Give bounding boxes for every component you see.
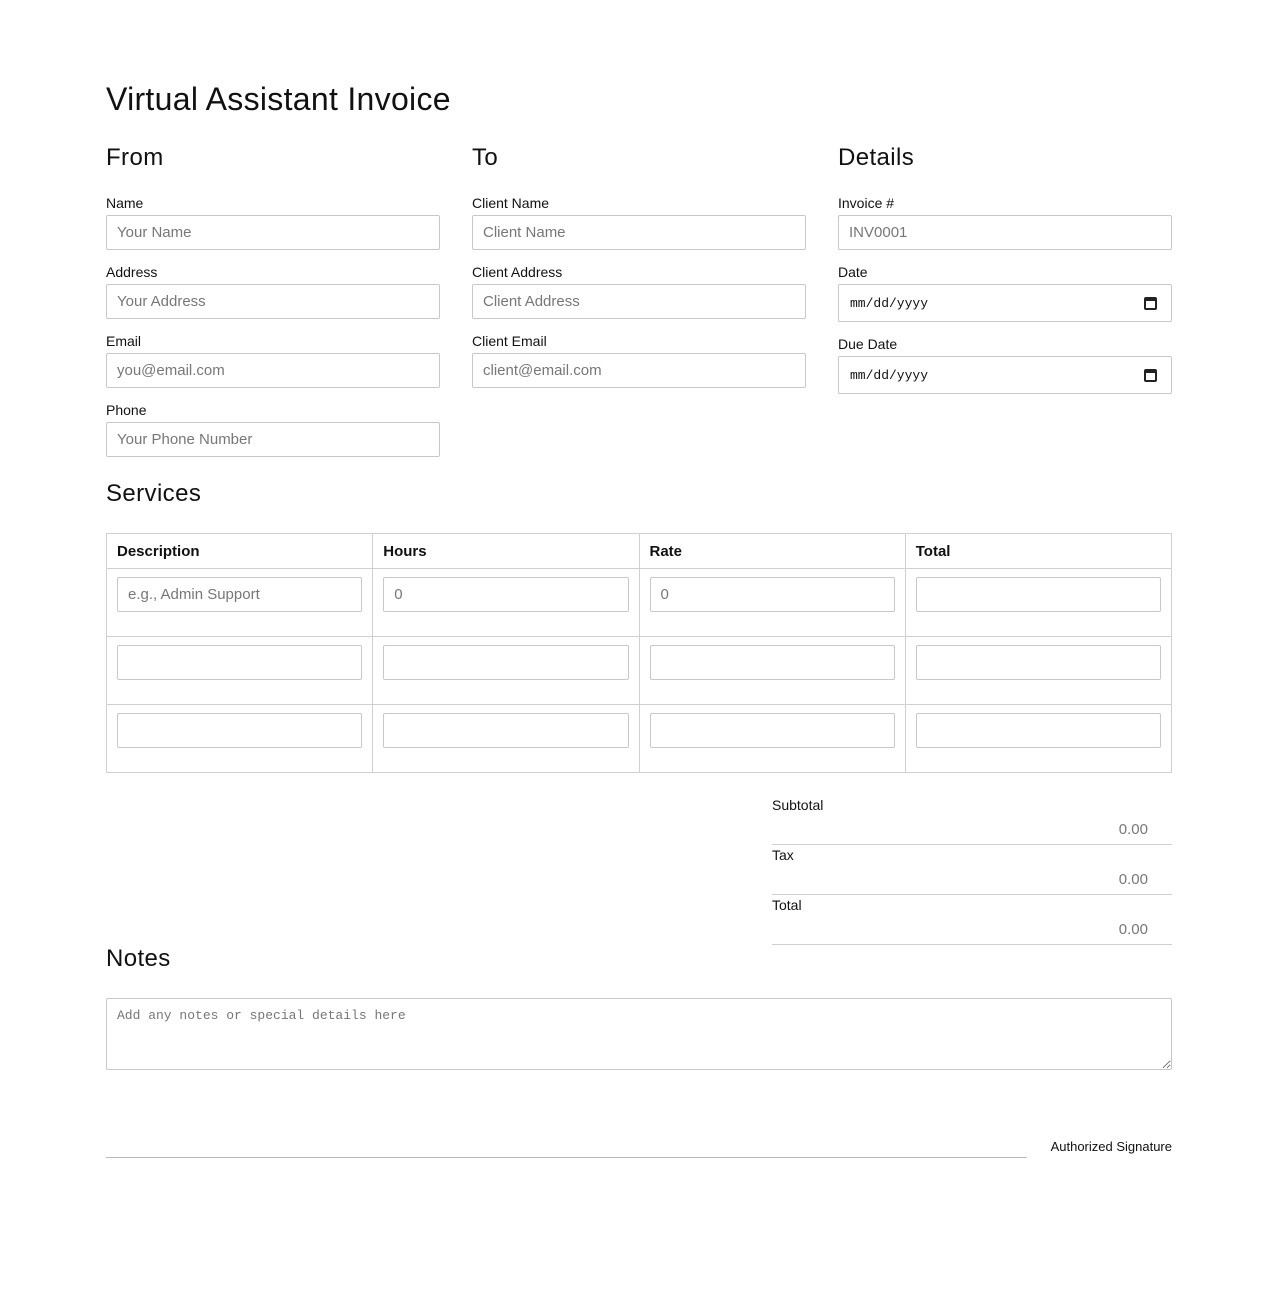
- table-cell: [639, 705, 905, 773]
- from-email-input[interactable]: [106, 353, 440, 388]
- details-heading: Details: [838, 144, 915, 171]
- table-cell: [373, 637, 639, 705]
- description-input[interactable]: [117, 645, 362, 680]
- table-cell: [639, 637, 905, 705]
- table-row: [107, 705, 1172, 773]
- hours-input[interactable]: [383, 645, 628, 680]
- table-cell: [905, 569, 1171, 637]
- table-cell: [107, 637, 373, 705]
- line-total-input[interactable]: [916, 577, 1161, 612]
- notes-textarea[interactable]: [106, 998, 1172, 1070]
- services-heading: Services: [106, 480, 202, 507]
- subtotal-label: Subtotal: [772, 797, 824, 813]
- notes-heading: Notes: [106, 945, 171, 972]
- line-total-input[interactable]: [916, 713, 1161, 748]
- rate-input[interactable]: [650, 645, 895, 680]
- from-name-field: [106, 195, 440, 250]
- grand-total-label: Total: [772, 897, 802, 913]
- from-name-input[interactable]: [106, 215, 440, 250]
- tax-value: 0.00: [1118, 871, 1148, 888]
- table-cell: [373, 705, 639, 773]
- client-name-input[interactable]: [472, 215, 806, 250]
- column-header-total: Total: [905, 534, 1171, 569]
- from-email-label: Email: [106, 333, 142, 349]
- from-section: [106, 143, 440, 471]
- table-cell: [107, 569, 373, 637]
- from-phone-field: [106, 402, 440, 457]
- hours-input[interactable]: [383, 713, 628, 748]
- due-date-input[interactable]: [838, 356, 1172, 394]
- client-name-field: [472, 195, 806, 250]
- invoice-number-input[interactable]: [838, 215, 1172, 250]
- signature-line: [106, 1157, 1027, 1158]
- page-title: Virtual Assistant Invoice: [106, 81, 451, 117]
- totals-summary: [772, 795, 1172, 945]
- due-date-field: [838, 336, 1172, 394]
- column-header-rate: Rate: [639, 534, 905, 569]
- from-address-input[interactable]: [106, 284, 440, 319]
- invoice-number-field: [838, 195, 1172, 250]
- details-section: [838, 143, 1172, 471]
- line-total-input[interactable]: [916, 645, 1161, 680]
- subtotal-value: 0.00: [1118, 821, 1148, 838]
- from-phone-input[interactable]: [106, 422, 440, 457]
- date-label: Date: [838, 264, 868, 280]
- from-email-field: [106, 333, 440, 388]
- date-field: [838, 264, 1172, 322]
- party-columns: [106, 143, 1172, 471]
- client-email-label: Client Email: [472, 333, 547, 349]
- table-cell: [905, 637, 1171, 705]
- subtotal-row: [772, 795, 1172, 845]
- table-row: [107, 637, 1172, 705]
- rate-input[interactable]: [650, 577, 895, 612]
- from-address-field: [106, 264, 440, 319]
- table-cell: [905, 705, 1171, 773]
- client-address-field: [472, 264, 806, 319]
- tax-label: Tax: [772, 847, 794, 863]
- from-name-label: Name: [106, 195, 144, 211]
- invoice-number-label: Invoice #: [838, 195, 895, 211]
- table-cell: [107, 705, 373, 773]
- client-address-input[interactable]: [472, 284, 806, 319]
- description-input[interactable]: [117, 713, 362, 748]
- table-row: [107, 569, 1172, 637]
- grand-total-row: [772, 895, 1172, 945]
- calendar-icon[interactable]: [1144, 369, 1157, 382]
- column-header-description: Description: [107, 534, 373, 569]
- services-header-row: [107, 534, 1172, 569]
- client-address-label: Client Address: [472, 264, 563, 280]
- description-input[interactable]: [117, 577, 362, 612]
- date-input[interactable]: [838, 284, 1172, 322]
- date-mask: mm/dd/yyyy: [850, 295, 929, 311]
- column-header-hours: Hours: [373, 534, 639, 569]
- tax-row: [772, 845, 1172, 895]
- client-email-field: [472, 333, 806, 388]
- to-section: [472, 143, 806, 471]
- to-heading: To: [472, 144, 499, 171]
- client-name-label: Client Name: [472, 195, 550, 211]
- due-date-mask: mm/dd/yyyy: [850, 367, 929, 383]
- grand-total-value: 0.00: [1118, 921, 1148, 938]
- calendar-icon[interactable]: [1144, 297, 1157, 310]
- client-email-input[interactable]: [472, 353, 806, 388]
- from-phone-label: Phone: [106, 402, 147, 418]
- services-table: [106, 533, 1172, 773]
- rate-input[interactable]: [650, 713, 895, 748]
- signature-label: Authorized Signature: [1050, 1139, 1172, 1154]
- hours-input[interactable]: [383, 577, 628, 612]
- table-cell: [639, 569, 905, 637]
- due-date-label: Due Date: [838, 336, 898, 352]
- from-heading: From: [106, 144, 164, 171]
- from-address-label: Address: [106, 264, 158, 280]
- table-cell: [373, 569, 639, 637]
